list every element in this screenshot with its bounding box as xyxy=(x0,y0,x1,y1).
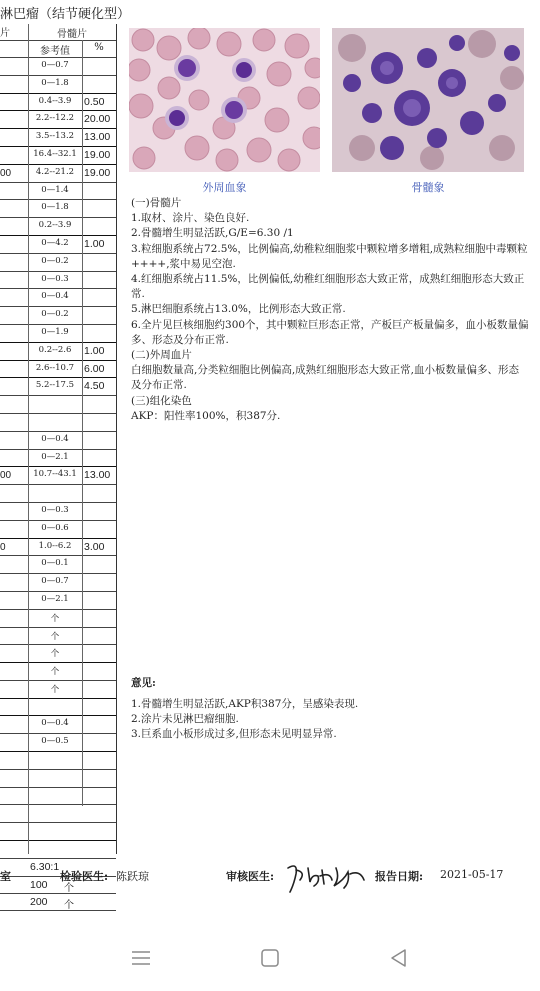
table-row xyxy=(0,484,116,502)
row-pct-value: 13.00 xyxy=(84,469,111,482)
opinion-line: 1.骨髓增生明显活跃,AKP积387分，呈感染表现. xyxy=(131,698,359,710)
table-row xyxy=(0,449,116,467)
table-row xyxy=(0,182,116,200)
report-line: 3.粒细胞系统占72.5%，比例偏高,幼稚粒细胞浆中颗粒增多增粗,成熟粒细胞中毒颗粒++++,浆中易见空泡. xyxy=(131,242,528,270)
row-pct-value: 20.00 xyxy=(84,113,111,126)
row-ref-value: 0—0.4 xyxy=(41,291,69,302)
table-divider xyxy=(82,40,83,806)
row-ref-value: 0—0.3 xyxy=(41,504,69,515)
row-ref-value: 个 xyxy=(50,613,60,624)
report-line: 4.红细胞系统占11.5%，比例偏低,幼稚红细胞形态大致正常，成熟红细胞形态大致正常. xyxy=(131,273,525,301)
row-ref-value: 0—1.9 xyxy=(41,326,69,337)
row-ref-value: 0.4--3.9 xyxy=(38,95,72,106)
table-row xyxy=(0,591,116,609)
peripheral-blood-micrograph xyxy=(129,28,320,172)
table-row xyxy=(0,342,116,360)
row-left-value: 0 xyxy=(0,541,6,553)
table-row xyxy=(0,57,116,75)
row-ref-value: 个 xyxy=(50,649,60,660)
row-ref-value: 2.6--10.7 xyxy=(35,362,75,373)
opinion-line: 2.涂片未见淋巴瘤细胞. xyxy=(131,713,239,725)
row-ref-value: 16.4--32.1 xyxy=(33,148,77,159)
table-row xyxy=(0,110,116,128)
row-ref-value: 个 xyxy=(50,684,60,695)
table-row xyxy=(0,804,116,822)
row-ref-value: 0—4.2 xyxy=(41,237,69,248)
table-row xyxy=(0,840,116,858)
date-label: 报告日期: xyxy=(375,870,424,883)
header-ref: 参考值 xyxy=(40,46,70,57)
table-row xyxy=(0,609,116,627)
table-row xyxy=(0,306,116,324)
table-row xyxy=(0,146,116,164)
table-row xyxy=(0,715,116,733)
row-ref-value: 0—0.5 xyxy=(41,736,69,747)
row-pct-value: 1.00 xyxy=(84,344,105,357)
table-row xyxy=(0,253,116,271)
bone-marrow-image xyxy=(332,28,524,172)
dept-label: 室 xyxy=(0,870,11,883)
opinion-section xyxy=(131,676,529,742)
table-row xyxy=(0,164,116,182)
table-row xyxy=(0,751,116,769)
table-row xyxy=(0,466,116,484)
row-ref-value: 0—0.6 xyxy=(41,522,69,533)
table-divider xyxy=(28,24,29,854)
row-pct-value: 0.50 xyxy=(84,95,105,108)
header-pct: % xyxy=(94,42,104,53)
row-ref-value: 0.2--2.6 xyxy=(38,344,72,355)
row-ref-value: 0—1.8 xyxy=(41,202,69,213)
row-ref-value: 0—0.4 xyxy=(41,433,69,444)
date-value: 2021-05-17 xyxy=(440,868,504,881)
row-ref-value: 0—0.7 xyxy=(41,576,69,587)
row-ref-value: 0—0.2 xyxy=(41,255,69,266)
table-row xyxy=(0,698,116,716)
table-row xyxy=(0,217,116,235)
row-ref-value: 0—1.4 xyxy=(41,184,69,195)
summary-ratio: 6.30:1 xyxy=(30,860,60,873)
table-row xyxy=(0,555,116,573)
table-row xyxy=(0,573,116,591)
menu-icon[interactable] xyxy=(131,948,151,968)
summary-count2: 200 xyxy=(30,896,48,909)
table-row xyxy=(0,502,116,520)
table-row xyxy=(0,413,116,431)
report-line: 1.取材、涂片、染色良好. xyxy=(131,212,250,225)
report-line: 白细胞数量高,分类粒细胞比例偏高,成熟红细胞形态大致正常,血小板数量偏多、形态及分布正常. xyxy=(131,364,520,392)
report-line: 2.骨髓增生明显活跃,G/E=6.30 /1 xyxy=(131,227,294,240)
row-ref-value: 0—0.2 xyxy=(41,309,69,320)
row-ref-value: 0—1.8 xyxy=(41,77,69,88)
row-pct-value: 4.50 xyxy=(84,380,105,393)
row-ref-value: 4.2--21.2 xyxy=(35,166,75,177)
report-line: (一)骨髓片 xyxy=(131,197,182,209)
row-left-value: 00 xyxy=(0,167,12,179)
summary-unit1: 个 xyxy=(64,882,74,894)
report-line: (二)外周血片 xyxy=(131,349,192,362)
table-row xyxy=(0,128,116,146)
row-ref-value: 0.2--3.9 xyxy=(38,220,72,231)
row-ref-value: 3.5--13.2 xyxy=(35,131,75,142)
peripheral-blood-image xyxy=(129,28,320,172)
row-left-value: 00 xyxy=(0,470,12,482)
row-pct-value: 1.00 xyxy=(84,237,105,250)
table-header-row xyxy=(0,24,116,40)
opinion-line: 3.巨系血小板形成过多,但形态未见明显异常. xyxy=(131,728,337,740)
row-pct-value: 6.00 xyxy=(84,362,105,375)
report-body xyxy=(131,196,529,424)
page-title: 淋巴瘤（结节硬化型） xyxy=(0,7,131,22)
table-row xyxy=(0,769,116,787)
examiner-label: 检验医生: xyxy=(60,870,109,883)
row-ref-value: 0—0.7 xyxy=(41,60,69,70)
row-ref-value: 10.7--43.1 xyxy=(33,469,77,480)
row-ref-value: 5.2--17.5 xyxy=(35,380,75,391)
row-ref-value: 0—0.3 xyxy=(41,273,69,284)
table-row xyxy=(0,199,116,217)
table-row xyxy=(0,520,116,538)
row-pct-value: 19.00 xyxy=(84,166,111,179)
table-row xyxy=(0,288,116,306)
table-row xyxy=(0,787,116,805)
row-pct-value: 19.00 xyxy=(84,148,111,161)
row-ref-value: 0—0.1 xyxy=(41,558,69,569)
table-subheader-row xyxy=(0,40,116,57)
table-row xyxy=(0,733,116,751)
report-line: 5.淋巴细胞系统占13.0%，比例形态大致正常. xyxy=(131,303,346,316)
table-row xyxy=(0,93,116,111)
bone-marrow-micrograph xyxy=(332,28,524,172)
reviewer-signature-icon xyxy=(284,860,370,896)
table-row xyxy=(0,360,116,378)
table-row xyxy=(0,822,116,840)
table-row xyxy=(0,75,116,93)
row-ref-value: 2.2--12.2 xyxy=(35,113,75,124)
summary-unit2: 个 xyxy=(64,900,74,912)
table-row xyxy=(0,538,116,556)
home-icon[interactable] xyxy=(260,948,280,968)
row-ref-value: 0—2.1 xyxy=(41,451,69,462)
row-ref-value: 个 xyxy=(50,667,60,678)
table-row xyxy=(0,644,116,662)
report-line: 6.全片见巨核细胞约300个，其中颗粒巨形态正常，产板巨产板量偏多，血小板数量偏多、形态及分布正常. xyxy=(131,318,529,346)
report-footer xyxy=(0,866,540,896)
table-row xyxy=(0,324,116,342)
table-border xyxy=(116,24,117,854)
table-row xyxy=(0,271,116,289)
back-icon[interactable] xyxy=(389,948,409,968)
table-row xyxy=(0,431,116,449)
table-row xyxy=(0,235,116,253)
row-pct-value: 3.00 xyxy=(84,540,105,553)
row-ref-value: 0—0.4 xyxy=(41,718,69,729)
row-pct-value: 13.00 xyxy=(84,131,111,144)
table-row xyxy=(0,662,116,680)
row-ref-value: 0—2.1 xyxy=(41,593,69,604)
report-line: (三)组化染色 xyxy=(131,394,192,407)
table-row xyxy=(0,680,116,698)
header-group: 骨髓片 xyxy=(57,29,87,40)
opinion-heading: 意见: xyxy=(131,677,156,689)
header-left: 片 xyxy=(0,28,10,39)
examiner-name: 陈跃琼 xyxy=(116,870,149,883)
marrow-caption: 骨髓象 xyxy=(411,181,445,194)
table-row xyxy=(0,627,116,645)
table-row xyxy=(0,377,116,395)
lab-table xyxy=(0,24,116,911)
row-ref-value: 1.0--6.2 xyxy=(38,540,72,551)
peripheral-caption: 外周血象 xyxy=(202,181,247,194)
row-ref-value: 个 xyxy=(50,631,60,642)
table-row xyxy=(0,395,116,413)
report-line: AKP：阳性率100%，积387分. xyxy=(131,409,281,422)
summary-count1: 100 xyxy=(30,878,48,891)
reviewer-label: 审核医生: xyxy=(226,870,275,883)
summary-row-count2 xyxy=(0,893,116,911)
system-nav-bar xyxy=(0,940,540,980)
